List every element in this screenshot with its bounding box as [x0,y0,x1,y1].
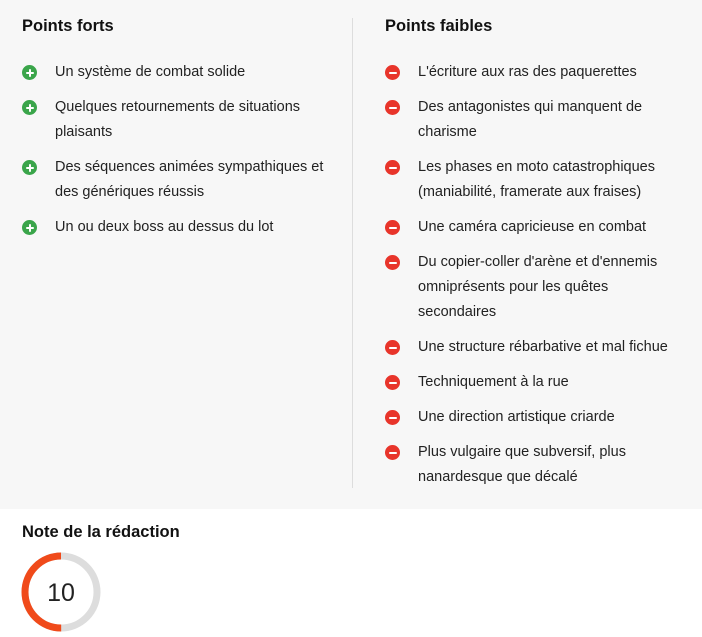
con-item-text: Techniquement à la rue [418,374,569,390]
minus-circle-icon [385,255,400,270]
pros-title: Points forts [22,17,114,35]
minus-circle-icon [385,100,400,115]
pro-item [22,215,327,240]
minus-circle-icon [385,445,400,460]
con-item [385,250,688,325]
con-item [385,440,688,490]
pro-item [22,60,327,85]
pro-item-text: Un ou deux boss au dessus du lot [55,219,274,235]
minus-circle-icon [385,375,400,390]
plus-circle-icon [22,220,37,235]
con-item-text: Plus vulgaire que subversif, plus nanardesque que décalé [418,444,626,485]
con-item [385,370,688,395]
rating-gauge [20,552,102,632]
con-item-text: Une structure rébarbative et mal fichue [418,339,668,355]
con-item-text: Une caméra capricieuse en combat [418,219,647,235]
con-item-text: Les phases en moto catastrophiques (maniabilité, framerate aux fraises) [418,159,655,200]
con-item [385,335,688,360]
column-divider [352,18,353,488]
pro-item-text: Un système de combat solide [55,64,246,80]
minus-circle-icon [385,410,400,425]
plus-circle-icon [22,160,37,175]
con-item [385,215,688,240]
plus-circle-icon [22,100,37,115]
con-item [385,60,688,85]
pro-item-text: Des séquences animées sympathiques et des génériques réussis [55,159,324,200]
plus-circle-icon [22,65,37,80]
rating-title: Note de la rédaction [22,523,180,541]
minus-circle-icon [385,65,400,80]
pro-item [22,155,327,205]
minus-circle-icon [385,220,400,235]
con-item [385,155,688,205]
rating-value: 10 [47,579,75,607]
minus-circle-icon [385,340,400,355]
cons-title: Points faibles [385,17,493,35]
con-item [385,95,688,145]
pro-item-text: Quelques retournements de situations plaisants [55,99,301,140]
minus-circle-icon [385,160,400,175]
con-item-text: L'écriture aux ras des paquerettes [418,64,637,80]
pro-item [22,95,327,145]
con-item-text: Des antagonistes qui manquent de charisme [418,99,643,140]
con-item-text: Une direction artistique criarde [418,409,615,425]
con-item [385,405,688,430]
con-item-text: Du copier-coller d'arène et d'ennemis omniprésents pour les quêtes secondaires [418,254,658,320]
